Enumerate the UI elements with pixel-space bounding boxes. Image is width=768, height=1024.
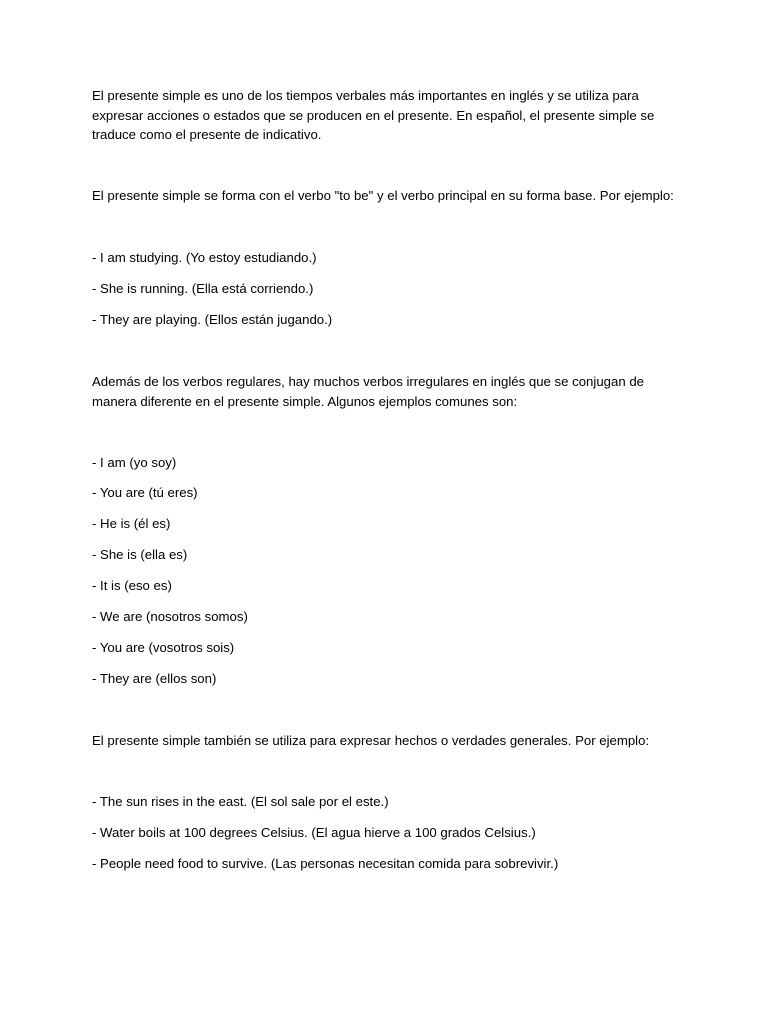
example-item: - Water boils at 100 degrees Celsius. (El agua hierve a 100 grados Celsius.): [92, 825, 536, 840]
conjugation-item: - They are (ellos son): [92, 671, 217, 686]
conjugation-item: - You are (vosotros sois): [92, 640, 235, 655]
conjugation-item: - You are (tú eres): [92, 485, 198, 500]
irregular-verbs-paragraph: Además de los verbos regulares, hay muchos verbos irregulares en inglés que se conjugan de manera diferente en el presente simple. Algunos ejemplos comunes son:: [92, 374, 644, 409]
example-item: - The sun rises in the east. (El sol sale por el este.): [92, 794, 389, 809]
conjugation-item: - He is (él es): [92, 516, 171, 531]
example-item: - I am studying. (Yo estoy estudiando.): [92, 250, 317, 265]
example-item: - They are playing. (Ellos están jugando.): [92, 312, 333, 327]
conjugation-item: - It is (eso es): [92, 578, 172, 593]
example-item: - She is running. (Ella está corriendo.): [92, 281, 314, 296]
conjugation-item: - We are (nosotros somos): [92, 609, 248, 624]
general-truths-paragraph: El presente simple también se utiliza para expresar hechos o verdades generales. Por ejemplo:: [92, 733, 650, 748]
intro-paragraph: El presente simple es uno de los tiempos verbales más importantes en inglés y se utiliza para expresar acciones o estados que se producen en el presente. En español, el presente simple se traduce como el presente de indicativo.: [92, 88, 655, 142]
conjugation-item: - I am (yo soy): [92, 455, 177, 470]
formation-paragraph: El presente simple se forma con el verbo "to be" y el verbo principal en su forma base. Por ejemplo:: [92, 188, 674, 203]
conjugation-item: - She is (ella es): [92, 547, 188, 562]
example-item: - People need food to survive. (Las personas necesitan comida para sobrevivir.): [92, 856, 559, 871]
